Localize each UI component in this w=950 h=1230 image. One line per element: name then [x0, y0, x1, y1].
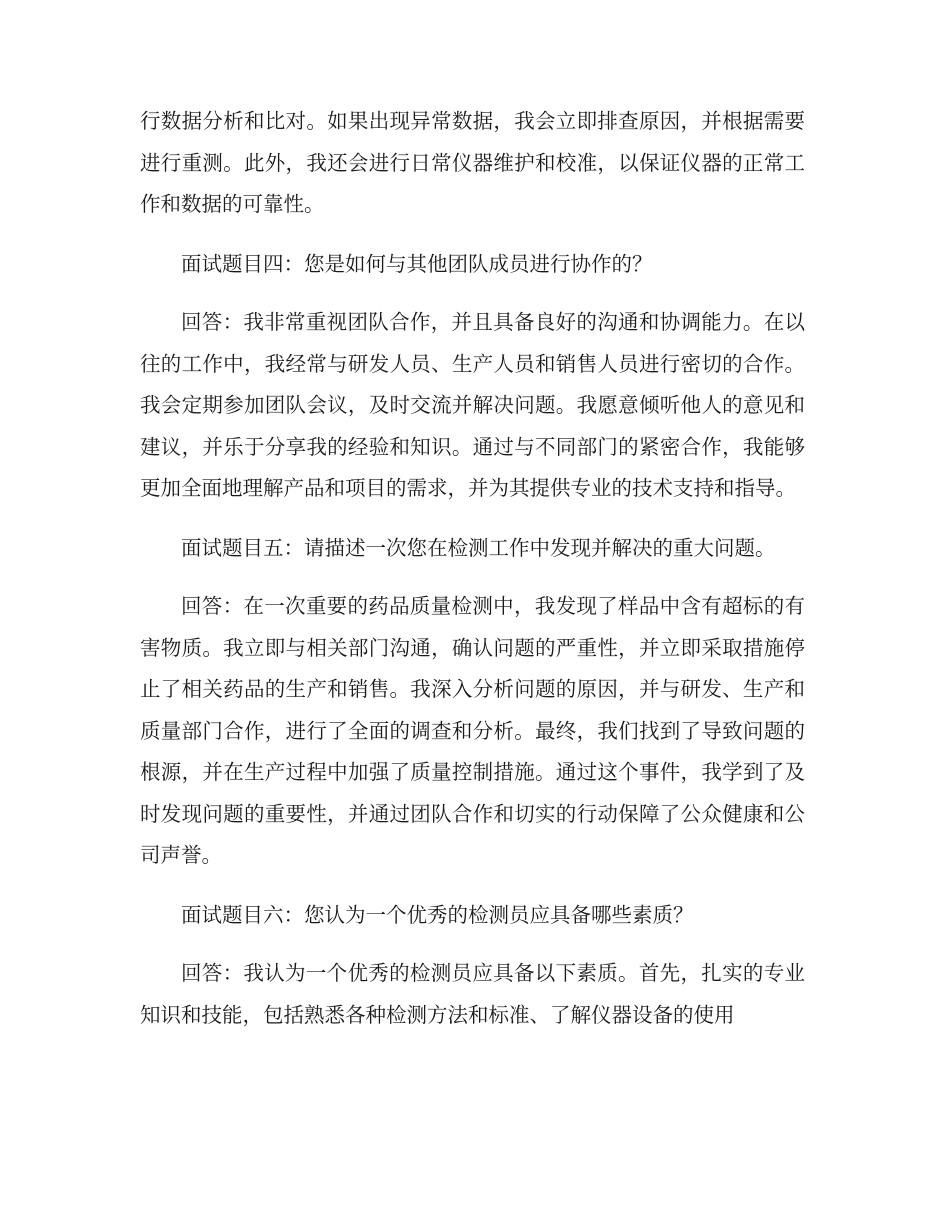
question-five: 面试题目五：请描述一次您在检测工作中发现并解决的重大问题。	[181, 535, 776, 560]
question-four: 面试题目四：您是如何与其他团队成员进行协作的？	[181, 251, 653, 276]
answer-five: 回答：在一次重要的药品质量检测中，我发现了样品中含有超标的有害物质。我立即与相关部门沟通，确认问题的严重性，并立即采取措施停止了相关药品的生产和销售。我深入分析问题的原因，并与研发、生产和质量部门合作，进行了全面的调查和分析。最终，我们找到了导致问题的根源，并在生产过程中加强了质量控制措施。通过这个事件，我学到了及时发现问题的重要性，并通过团队合作和切实的行动保障了公众健康和公司声誉。	[140, 594, 805, 867]
paragraph-continuation: 行数据分析和比对。如果出现异常数据，我会立即排查原因，并根据需要进行重测。此外，我还会进行日常仪器维护和校准，以保证仪器的正常工作和数据的可靠性。	[140, 109, 805, 216]
answer-six: 回答：我认为一个优秀的检测员应具备以下素质。首先，扎实的专业知识和技能，包括熟悉各种检测方法和标准、了解仪器设备的使用	[140, 961, 805, 1027]
document-body	[140, 101, 805, 1054]
question-six: 面试题目六：您认为一个优秀的检测员应具备哪些素质？	[181, 902, 694, 927]
answer-four: 回答：我非常重视团队合作，并且具备良好的沟通和协调能力。在以往的工作中，我经常与研发人员、生产人员和销售人员进行密切的合作。我会定期参加团队会议，及时交流并解决问题。我愿意倾听他人的意见和建议，并乐于分享我的经验和知识。通过与不同部门的紧密合作，我能够更加全面地理解产品和项目的需求，并为其提供专业的技术支持和指导。	[140, 310, 805, 500]
